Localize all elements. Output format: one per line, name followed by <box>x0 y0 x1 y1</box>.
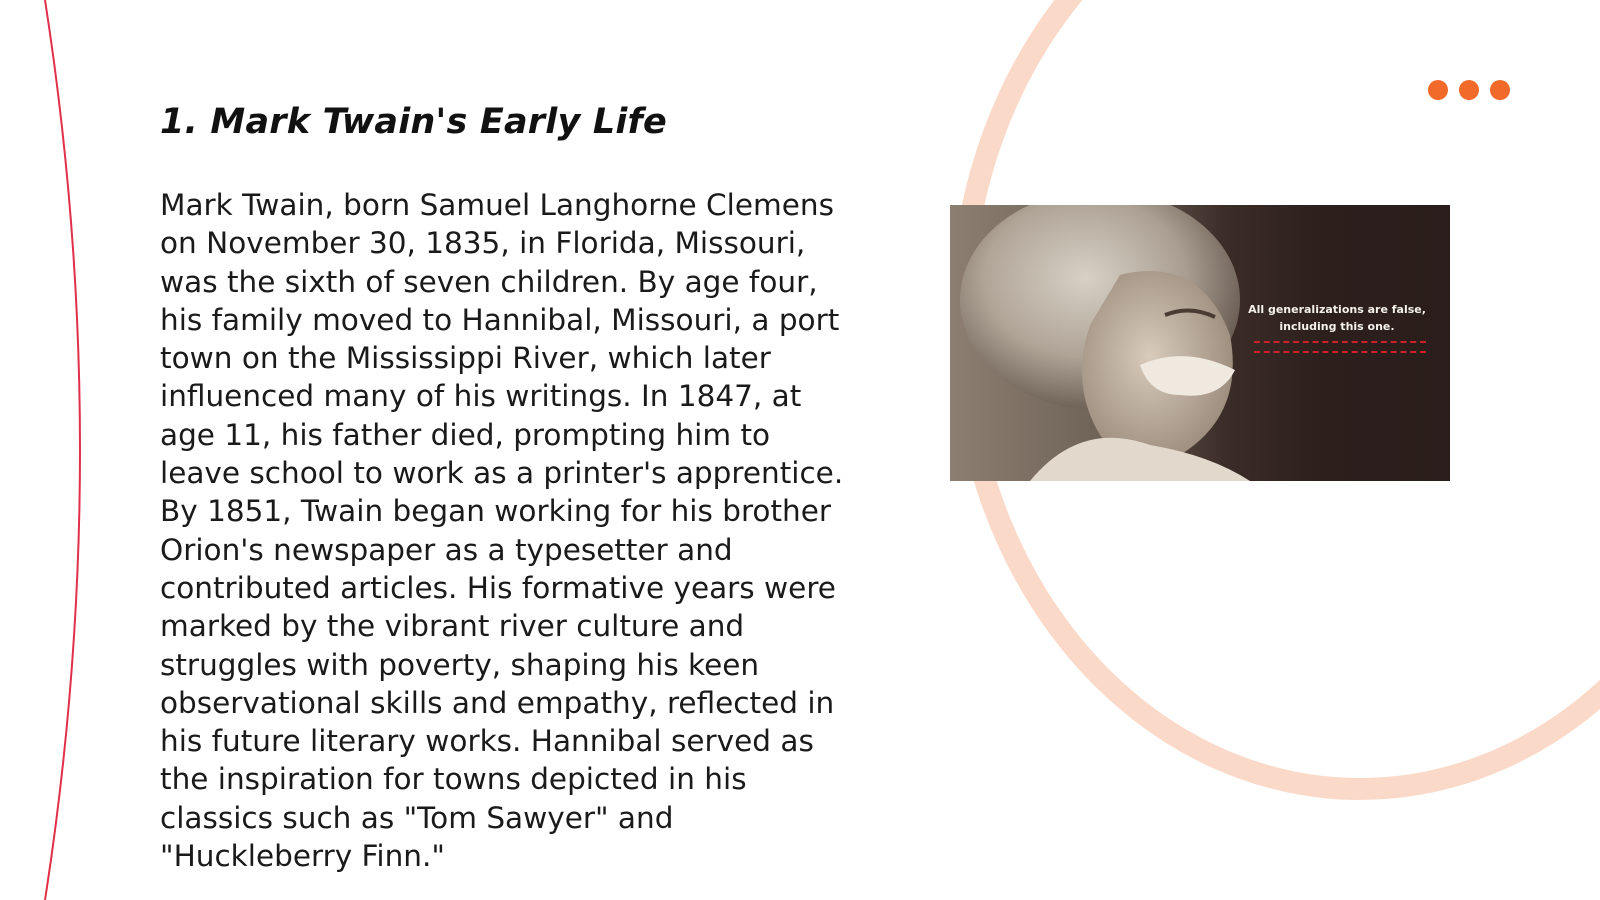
dot <box>1459 80 1479 100</box>
portrait-illustration <box>950 205 1450 481</box>
quote-underline <box>1254 351 1426 353</box>
dot <box>1428 80 1448 100</box>
photo-quote <box>1248 301 1426 335</box>
dots-menu-icon <box>1428 80 1510 100</box>
portrait-photo <box>950 205 1450 481</box>
slide-body-text: Mark Twain, born Samuel Langhorne Clemens on November 30, 1835, in Florida, Missouri, was the sixth of seven children. By age four, his family moved to Hannibal, Missouri, a port town on the Mississippi River, which later influenced many of his writings. In 1847, at age 11, his father died, prompting him to leave school to work as a printer's apprentice. By 1851, Twain began working for his brother Orion's newspaper as a typesetter and contributed articles. His formative years were marked by the vibrant river culture and struggles with poverty, shaping his keen observational skills and empathy, reflected in his future literary works. Hannibal served as the inspiration for towns depicted in his classics such as "Tom Sawyer" and "Huckleberry Finn." <box>160 188 844 874</box>
dot <box>1490 80 1510 100</box>
quote-underline <box>1254 341 1426 343</box>
quote-line-1: All generalizations are false, <box>1248 303 1426 316</box>
left-decorative-arc <box>0 0 120 900</box>
slide-title: 1. Mark Twain's Early Life <box>160 102 667 142</box>
quote-line-2: including this one. <box>1279 320 1395 333</box>
